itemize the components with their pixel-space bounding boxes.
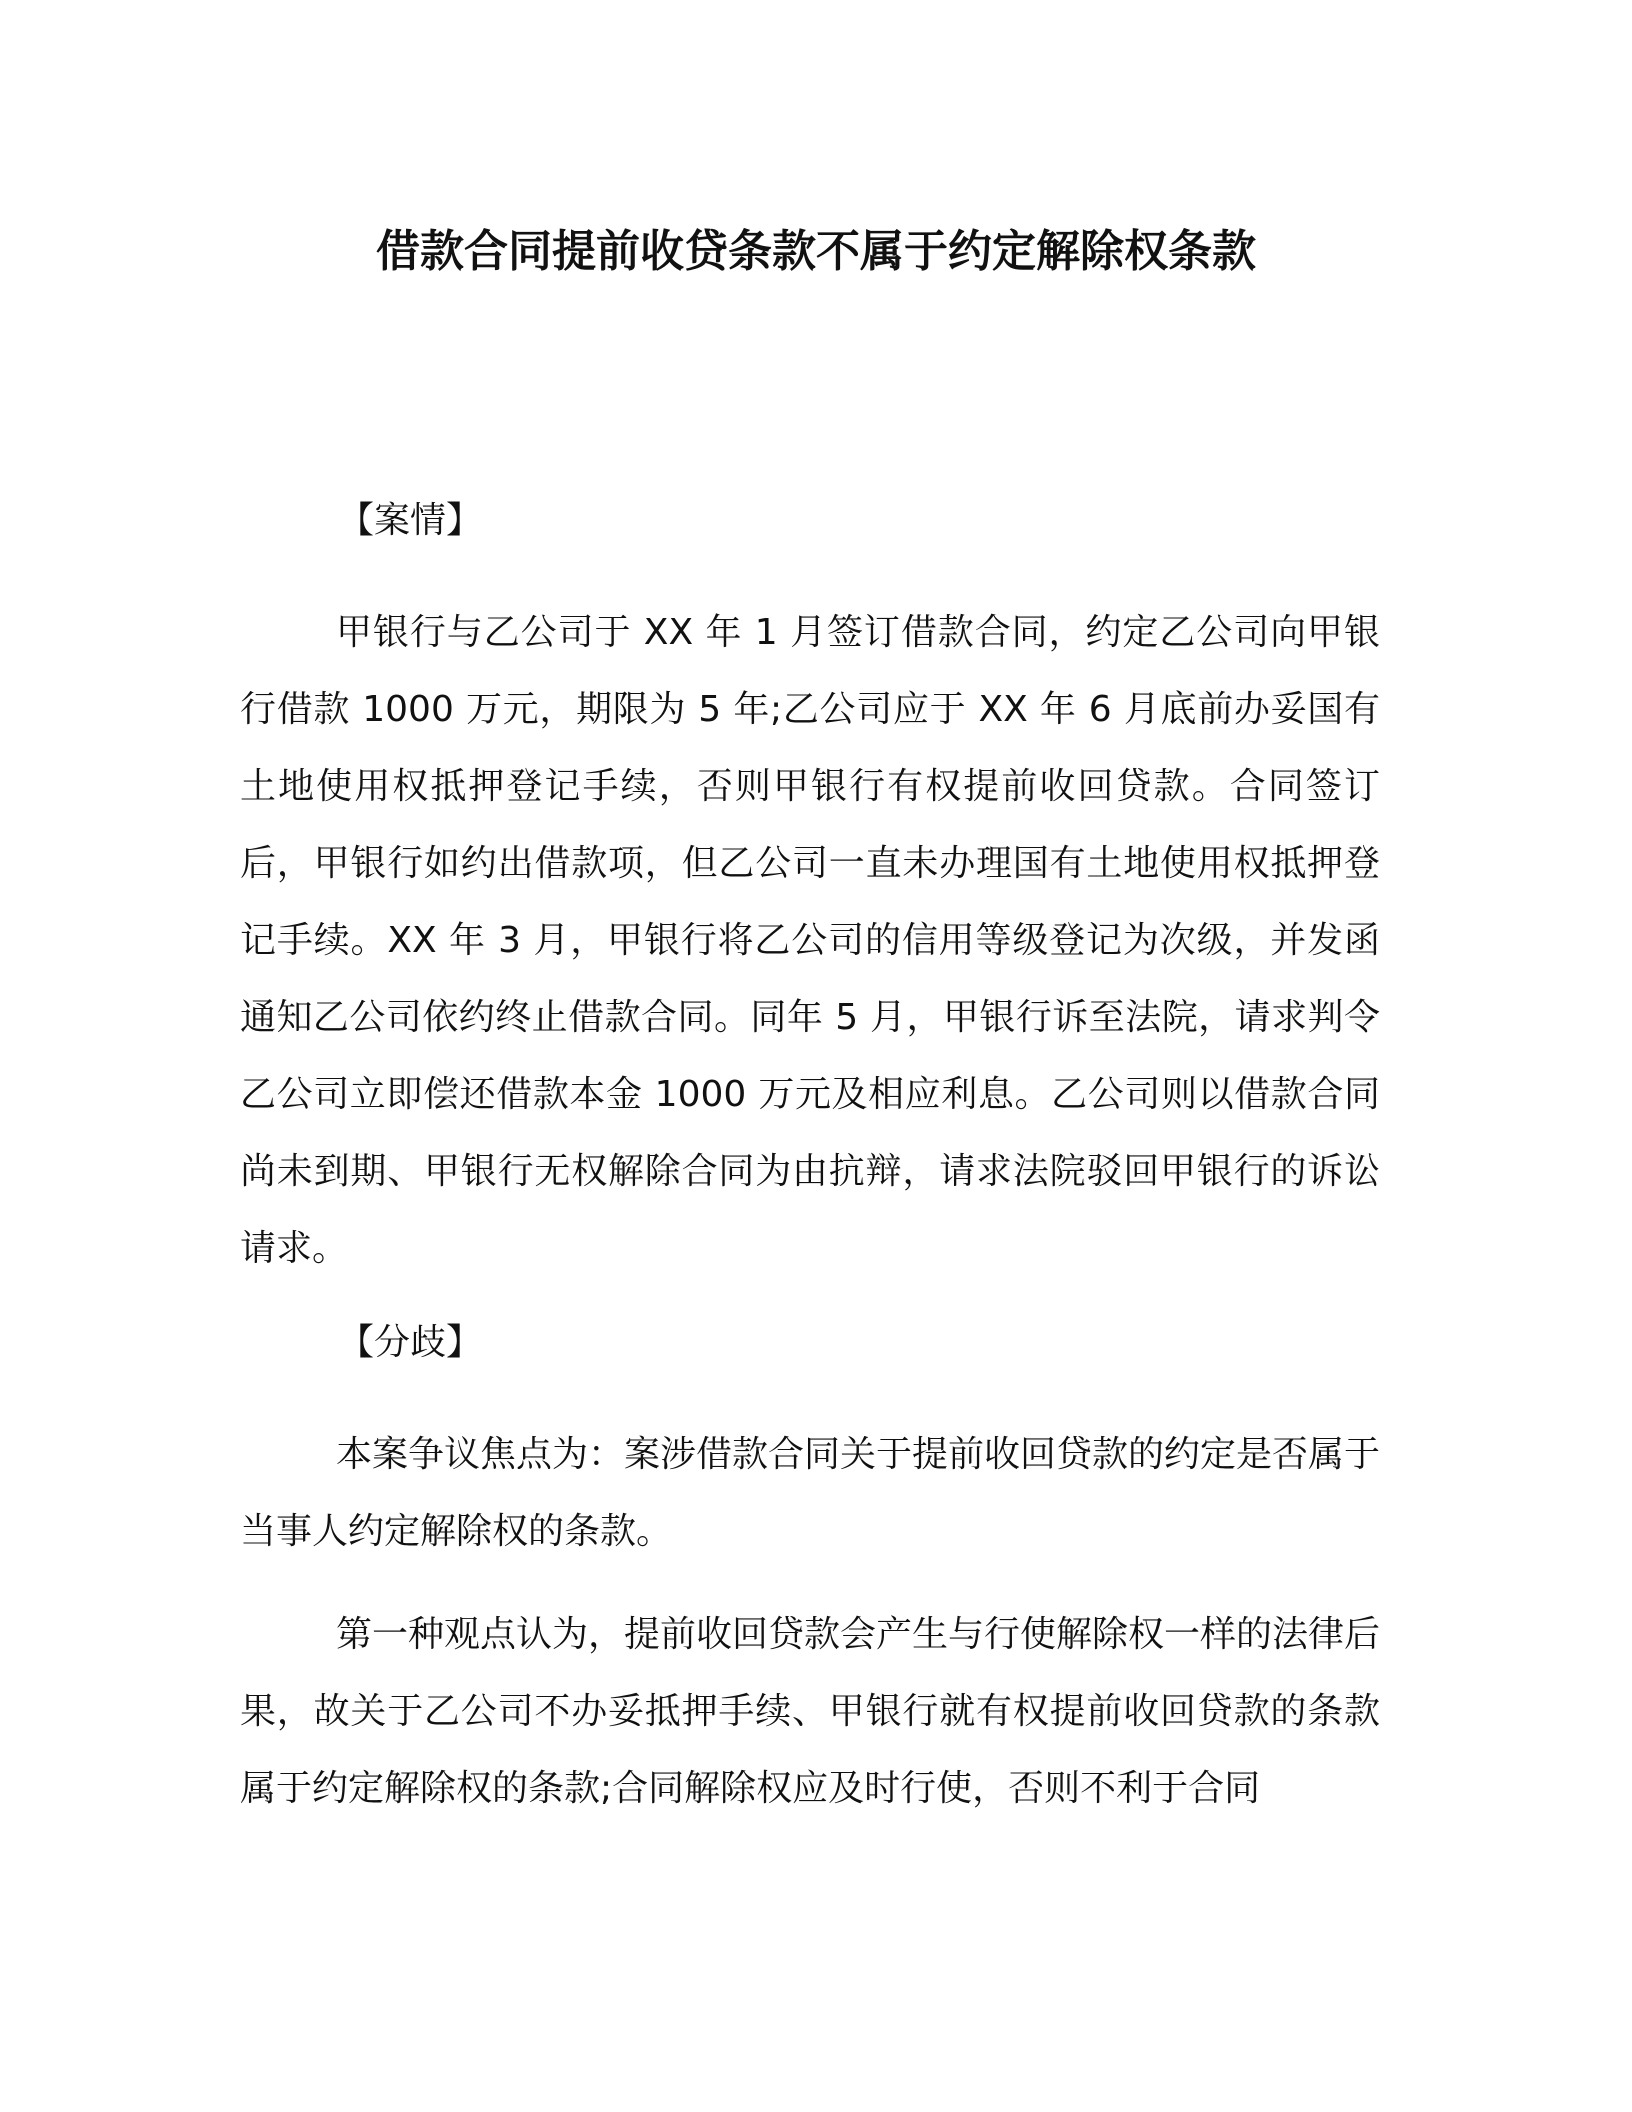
paragraph-first-view: 第一种观点认为，提前收回贷款会产生与行使解除权一样的法律后果，故关于乙公司不办妥抵押手续、甲银行就有权提前收回贷款的条款属于约定解除权的条款;合同解除权应及时行使，否则不利于合同	[240, 1614, 1381, 1809]
document-title: 借款合同提前收贷条款不属于约定解除权条款	[376, 226, 1256, 277]
paragraph-case-facts: 甲银行与乙公司于 XX 年 1 月签订借款合同，约定乙公司向甲银行借款 1000 万元，期限为 5 年;乙公司应于 XX 年 6 月底前办妥国有土地使用权抵押登记手续，否则甲银行有权提前收回贷款。合同签订后，甲银行如约出借款项，但乙公司一直未办理国有土地使用权抵押登记手续。XX 年 3 月，甲银行将乙公司的信用等级登记为次级，并发函通知乙公司依约终止借款合同。同年 5 月，甲银行诉至法院，请求判令乙公司立即偿还借款本金 1000 万元及相应利息。乙公司则以借款合同尚未到期、甲银行无权解除合同为由抗辩，请求法院驳回甲银行的诉讼请求。	[240, 612, 1380, 1269]
paragraph-dispute-focus: 本案争议焦点为：案涉借款合同关于提前收回贷款的约定是否属于当事人约定解除权的条款。	[240, 1434, 1381, 1552]
section-heading-dispute: 【分歧】	[338, 1322, 483, 1363]
section-heading-case: 【案情】	[338, 500, 483, 541]
